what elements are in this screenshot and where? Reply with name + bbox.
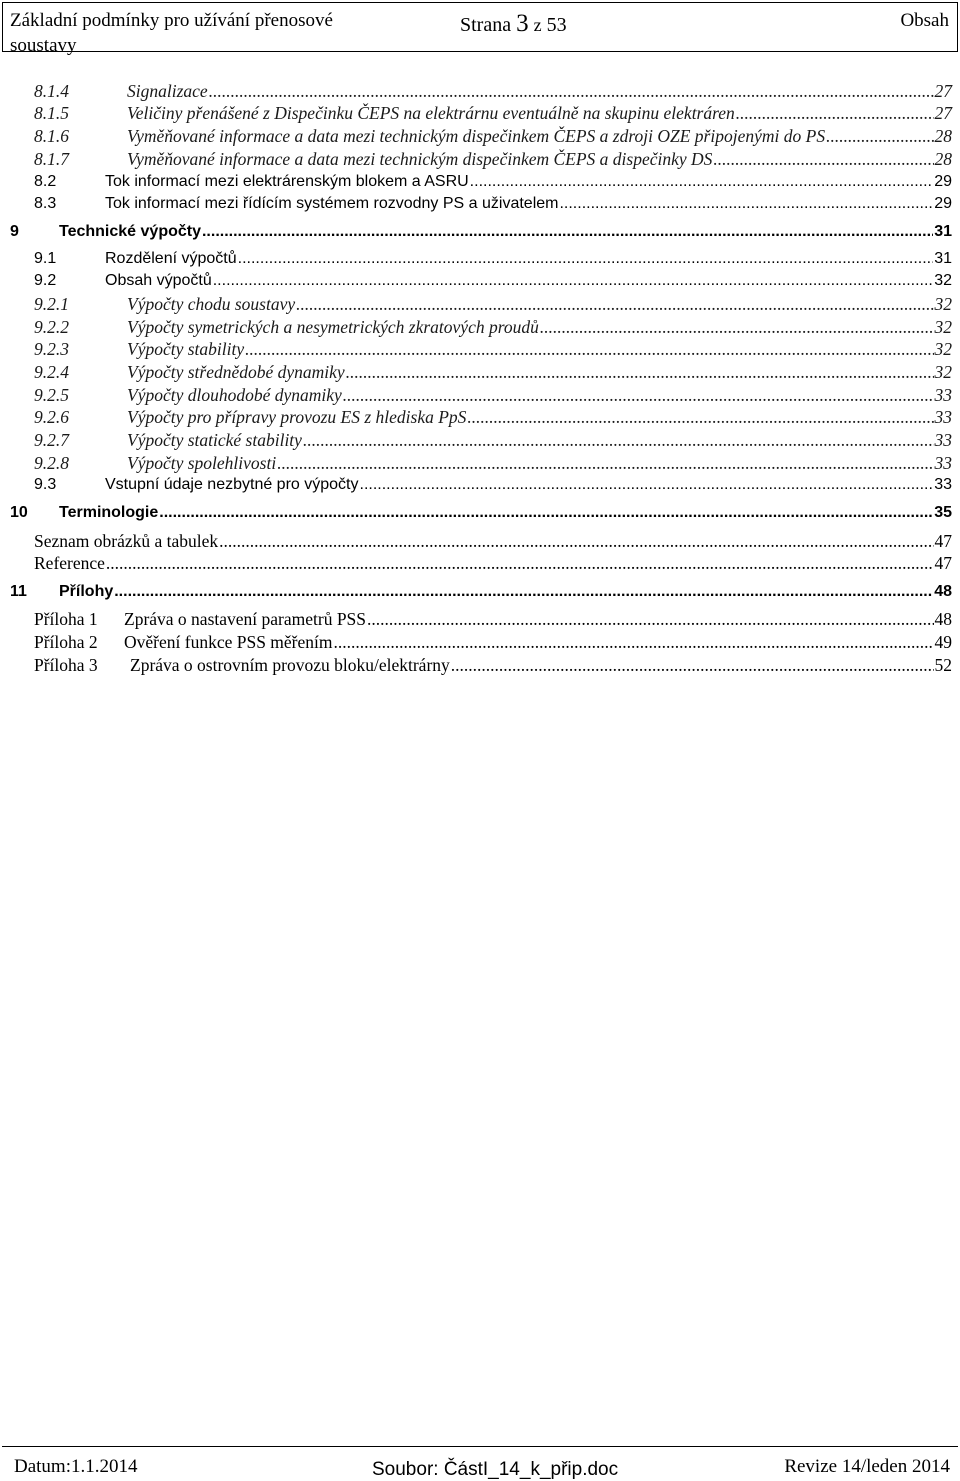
toc-entry[interactable] [34,608,952,630]
toc-leader [367,608,933,630]
toc-number: 9.2.6 [34,407,69,427]
toc-title: Výpočty symetrických a nesymetrických zkratových proudů [127,317,539,337]
toc-entry[interactable] [34,429,952,451]
page-indicator [460,11,567,38]
toc-entry[interactable] [34,193,952,215]
toc-entry[interactable] [34,80,952,102]
toc-title: Obsah výpočtů [105,272,212,289]
toc-leader [334,631,934,653]
toc-page: 31 [934,223,952,240]
toc-entry[interactable] [34,316,952,338]
toc-number: 8.1.4 [34,81,69,101]
toc-number: 11 [10,583,27,600]
toc-page: 32 [934,339,952,359]
toc-entry[interactable] [34,171,952,193]
toc-page: 29 [934,195,952,212]
toc-number: 8.1.5 [34,103,69,123]
toc-title: Seznam obrázků a tabulek [34,531,219,551]
toc-title: Tok informací mezi elektrárenským blokem a ASRU [105,173,469,190]
toc-leader [540,316,934,338]
toc-title: Ověření funkce PSS měřením [124,632,333,652]
toc-title: Výpočty chodu soustavy [127,294,296,314]
toc-page: 47 [934,553,952,573]
toc-entry[interactable] [34,654,952,676]
toc-page: 29 [934,173,952,190]
toc-page: 32 [934,272,952,289]
toc-leader [303,429,934,451]
page-of: z [533,15,542,35]
toc-leader [238,248,934,270]
toc-entry[interactable] [34,474,952,496]
toc-number: 9.2.7 [34,430,69,450]
toc-title: Terminologie [59,504,159,521]
toc-page: 33 [934,407,952,427]
toc-title: Zpráva o nastavení parametrů PSS [124,609,367,629]
toc-entry[interactable] [10,221,952,243]
toc-page: 48 [934,609,952,629]
toc-entry[interactable] [34,293,952,315]
page-header [2,2,958,56]
toc-number: 9.2.5 [34,385,69,405]
toc-leader [343,384,934,406]
toc-page: 52 [934,655,952,675]
toc-entry[interactable] [34,361,952,383]
toc-page: 28 [934,126,952,146]
toc-title: Veličiny přenášené z Dispečinku ČEPS na elektrárnu eventuálně na skupinu elektráren [127,103,735,123]
toc-title: Zpráva o ostrovním provozu bloku/elektrárny [130,655,450,675]
toc-page: 49 [934,632,952,652]
toc-leader [277,452,933,474]
toc-title: Tok informací mezi řídícím systémem rozvodny PS a uživatelem [105,195,559,212]
toc-leader [559,193,933,215]
toc-title: Vstupní údaje nezbytné pro výpočty [105,476,359,493]
toc-entry[interactable] [34,270,952,292]
toc-entry[interactable] [34,552,952,574]
toc-entry[interactable] [34,248,952,270]
toc-number: 9 [10,223,19,240]
toc-number: 9.2.2 [34,317,69,337]
toc-leader [213,270,933,292]
toc-title: Technické výpočty [59,223,201,240]
toc-number: 9.2.4 [34,362,69,382]
toc-number: 9.1 [34,250,57,267]
toc-title: Výpočty dlouhodobé dynamiky [127,385,342,405]
toc-leader [296,293,933,315]
page-current: 3 [516,10,529,37]
toc-leader [209,80,934,102]
toc-number: Příloha 1 [34,609,98,629]
toc-entry[interactable] [34,631,952,653]
toc-page: 47 [934,531,952,551]
toc-leader [713,148,933,170]
toc-entry[interactable] [34,125,952,147]
toc-leader [219,530,933,552]
toc-page: 32 [934,362,952,382]
toc-leader [159,502,933,524]
toc-page: 33 [934,430,952,450]
toc-number: 8.3 [34,195,57,212]
toc-title: Výpočty pro přípravy provozu ES z hlediska PpS [127,407,467,427]
toc-number: 9.2 [34,272,57,289]
toc-number: 9.2.8 [34,453,69,473]
toc-page: 31 [934,250,952,267]
toc-entry[interactable] [34,338,952,360]
toc-leader [245,338,933,360]
toc-number: 9.3 [34,476,57,493]
toc-leader [470,171,934,193]
toc-number: 10 [10,504,28,521]
toc-title: Rozdělení výpočtů [105,250,237,267]
toc-number: 8.2 [34,173,57,190]
toc-number: Příloha 3 [34,655,98,675]
toc-entry[interactable] [34,384,952,406]
toc-page: 27 [934,103,952,123]
page-footer [2,1446,958,1479]
toc-entry[interactable] [34,406,952,428]
footer-file: Soubor: ČástI_14_k_přip.doc [372,1459,619,1480]
toc-entry[interactable] [10,581,952,603]
toc-number: 9.2.3 [34,339,69,359]
toc-title: Signalizace [127,81,208,101]
toc-entry[interactable] [10,502,952,524]
toc-entry[interactable] [34,102,952,124]
toc-title: Výpočty stability [127,339,245,359]
toc-number: Příloha 2 [34,632,98,652]
toc-leader [736,102,934,124]
toc-title: Výpočty střednědobé dynamiky [127,362,345,382]
toc-page: 35 [934,504,952,521]
toc-page: 32 [934,317,952,337]
toc-title: Přílohy [59,583,114,600]
toc-page: 33 [934,476,952,493]
toc-entry[interactable] [34,148,952,170]
document-title: Základní podmínky pro užívání přenosové soustavy [10,10,333,56]
toc-page: 27 [934,81,952,101]
toc-page: 48 [934,583,952,600]
toc-leader [202,221,933,243]
footer-revision: Revize 14/leden 2014 [784,1456,950,1477]
toc-entry[interactable] [34,452,952,474]
footer-date: Datum:1.1.2014 [14,1456,138,1477]
toc-page: 33 [934,385,952,405]
toc-leader [106,552,934,574]
toc-page: 28 [934,149,952,169]
toc-title: Reference [34,553,105,573]
toc-leader [467,406,933,428]
toc-leader [826,125,933,147]
toc-page: 33 [934,453,952,473]
toc-leader [346,361,934,383]
toc-number: 8.1.6 [34,126,69,146]
section-name: Obsah [900,10,949,31]
toc-page: 32 [934,294,952,314]
page-total: 53 [546,14,567,36]
toc-number: 8.1.7 [34,149,69,169]
toc-leader [114,581,933,603]
toc-leader [451,654,934,676]
toc-title: Vyměňované informace a data mezi technickým dispečinkem ČEPS a dispečinky DS [127,149,713,169]
toc-entry[interactable] [34,530,952,552]
toc-title: Výpočty statické stability [127,430,302,450]
toc-title: Vyměňované informace a data mezi technickým dispečinkem ČEPS a zdroji OZE připojenými do PS [127,126,826,146]
page-prefix: Strana [460,14,512,36]
toc-leader [360,474,934,496]
toc-title: Výpočty spolehlivosti [127,453,277,473]
toc-number: 9.2.1 [34,294,69,314]
